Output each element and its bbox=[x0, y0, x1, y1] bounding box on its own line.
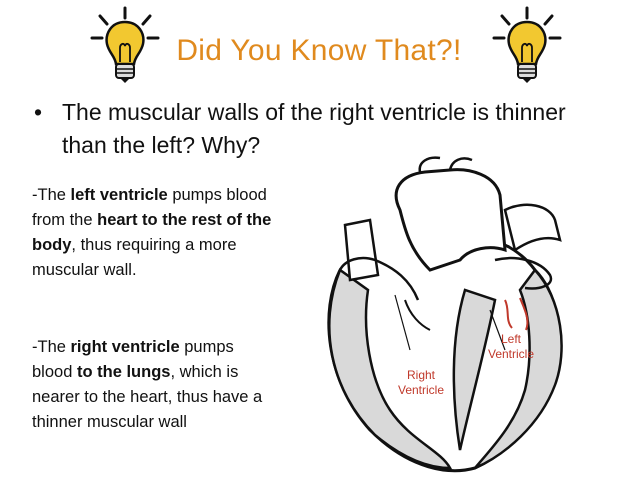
bullet-marker: • bbox=[34, 99, 43, 125]
bold-term: left ventricle bbox=[70, 186, 168, 204]
bold-term: right ventricle bbox=[70, 338, 180, 356]
left-ventricle-explanation bbox=[32, 183, 278, 283]
label-right-ventricle bbox=[384, 368, 458, 398]
bold-term: to the lungs bbox=[76, 363, 171, 381]
slide-title: Did You Know That?! bbox=[176, 34, 462, 67]
text-segment: pumps blood from the bbox=[32, 186, 267, 229]
label-text: Right bbox=[406, 368, 435, 382]
text-segment: pumps blood bbox=[32, 338, 234, 381]
label-text: Left bbox=[500, 332, 521, 346]
text-segment: , which is nearer to the heart, thus have a thinner muscular wall bbox=[32, 363, 263, 431]
text-segment: , thus requiring a more muscular wall. bbox=[32, 236, 237, 279]
text-segment: -The bbox=[32, 186, 71, 204]
label-text: Ventricle bbox=[487, 347, 535, 361]
label-left-ventricle bbox=[476, 332, 546, 362]
right-ventricle-explanation bbox=[32, 335, 278, 435]
label-text: Ventricle bbox=[397, 383, 445, 397]
bold-term: heart to the rest of the body bbox=[32, 211, 272, 254]
text-segment: -The bbox=[32, 338, 71, 356]
heart-diagram bbox=[300, 150, 630, 475]
bullet-text: The muscular walls of the right ventricle is thinner than the left? Why? bbox=[62, 99, 566, 158]
